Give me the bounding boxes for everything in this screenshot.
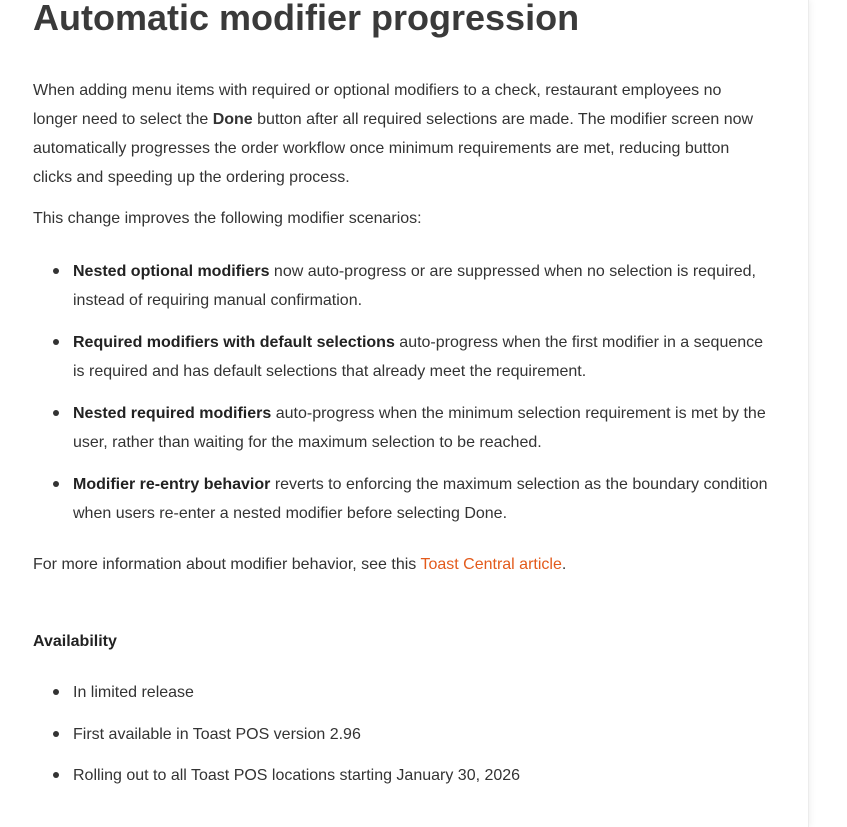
more-info-period: . (561, 556, 567, 573)
toast-central-article-link[interactable]: Toast Central article (420, 556, 562, 573)
scenarios-intro: This change improves the following modifier scenarios: (33, 210, 422, 227)
availability-item: Rolling out to all Toast POS locations starting January 30, 2026 (33, 761, 768, 790)
intro-text-end: button after all required selections are made. The modifier screen now automatically progresses the order workflow once minimum requirements are met, reducing button clicks and speeding up the ordering process. (33, 111, 754, 186)
scenario-item (33, 328, 768, 386)
intro-text-start: When adding menu items with required or optional modifiers to a check, restaurant employees no longer need to select the (33, 82, 722, 128)
availability-heading: Availability (33, 633, 117, 650)
scenario-text: auto-progress when the minimum selection requirement is met by the user, rather than waiting for the maximum selection to be reached. (73, 405, 766, 451)
scenario-text: now auto-progress or are suppressed when no selection is required, instead of requiring manual confirmation. (73, 263, 756, 309)
page-title: Automatic modifier progression (33, 0, 580, 38)
availability-list (33, 678, 768, 803)
done-term: Done (212, 111, 253, 128)
intro-paragraph (33, 76, 763, 192)
scenario-title: Modifier re-entry behavior (73, 476, 271, 493)
more-info-paragraph (33, 550, 763, 579)
scenario-item (33, 470, 768, 528)
scenario-text: reverts to enforcing the maximum selection as the boundary condition when users re-enter a nested modifier before selecting Done. (73, 476, 768, 522)
availability-item: In limited release (33, 678, 768, 707)
more-info-text: For more information about modifier behavior, see this (33, 556, 421, 573)
scenario-item (33, 399, 768, 457)
scenario-title: Nested required modifiers (73, 405, 272, 422)
scenario-list (33, 257, 768, 541)
scenario-title: Required modifiers with default selections (73, 334, 395, 351)
availability-item: First available in Toast POS version 2.96 (33, 720, 768, 749)
scenario-title: Nested optional modifiers (73, 263, 270, 280)
scenario-text: auto-progress when the first modifier in a sequence is required and has default selections that already meet the requirement. (73, 334, 764, 380)
scenario-item (33, 257, 768, 315)
